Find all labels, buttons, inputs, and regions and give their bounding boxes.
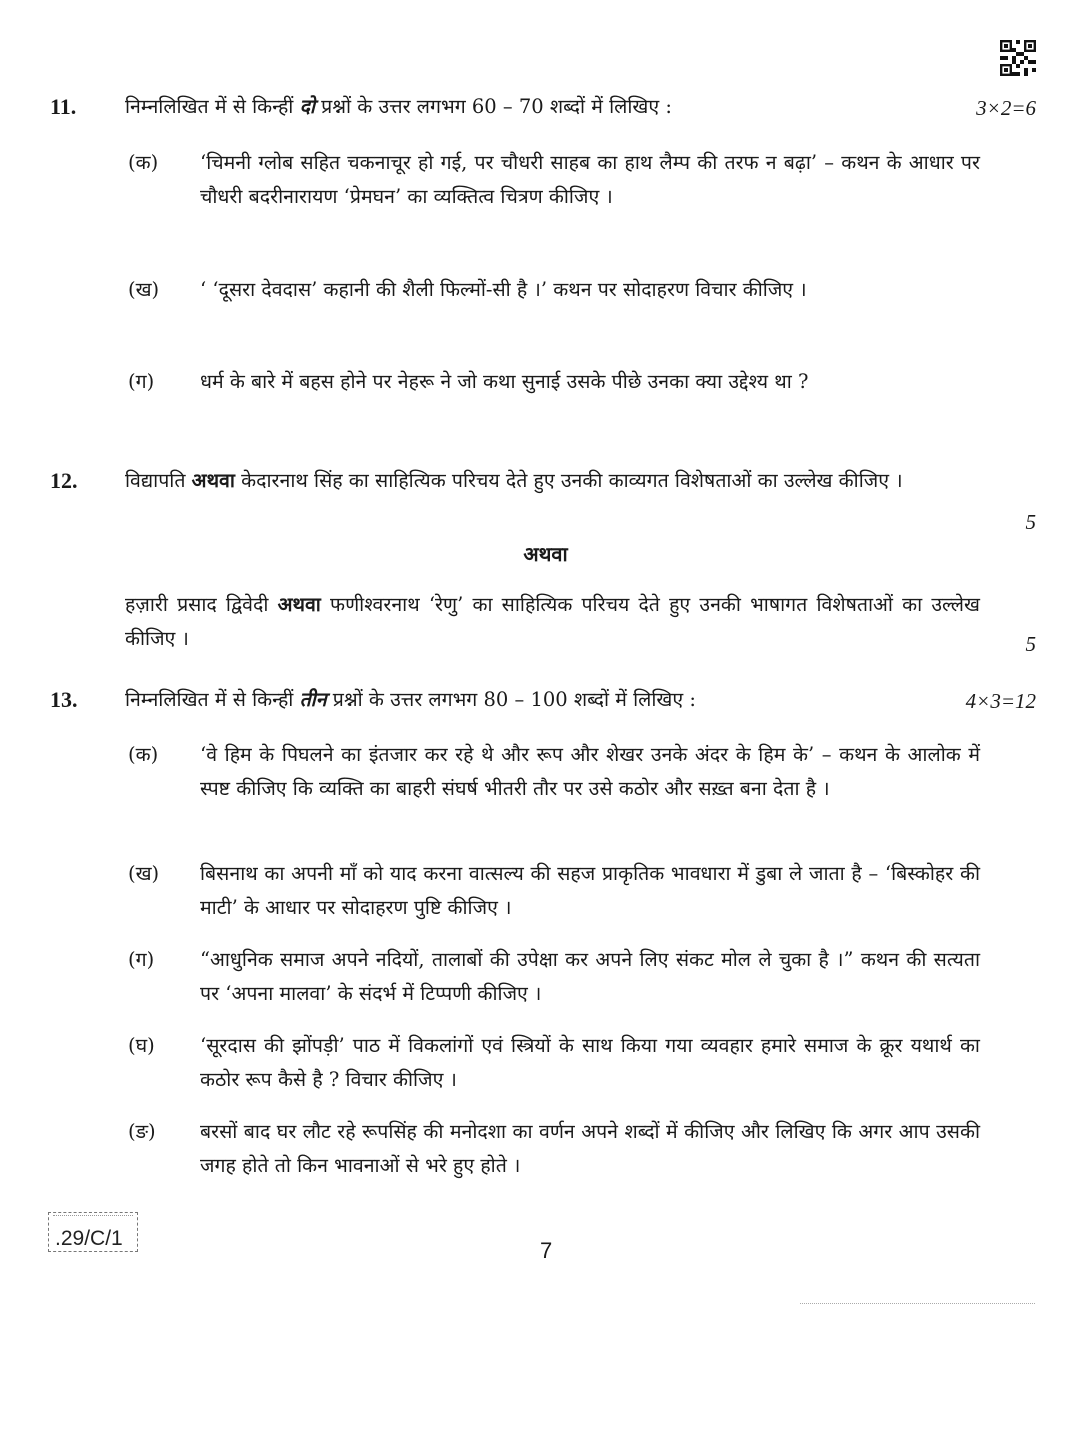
item-text: ‘सूरदास की झोंपड़ी’ पाठ में विकलांगों एवं स्त्रियों के साथ किया गया व्यवहार हमारे समाज के क्रूर यथार्थ का कठोर रूप कैसे है ? विचार कीजिए । bbox=[200, 1034, 980, 1091]
item-text: ‘वे हिम के पिघलने का इंतजार कर रहे थे और रूप और शेखर उनके अंदर के हिम के’ – कथन के आलोक में स्पष्ट कीजिए कि व्यक्ति का बाहरी संघर्ष भीतरी तौर पर उसे कठोर और सख़्त बना देता है । bbox=[200, 743, 980, 800]
question-number: 11. bbox=[50, 94, 77, 119]
question-marks: 3×2=6 bbox=[976, 96, 1036, 120]
question-instruction: निम्नलिखित में से किन्हीं तीन प्रश्नों के उत्तर लगभग 80 – 100 शब्दों में लिखिए : bbox=[125, 688, 696, 711]
item-label: (ख) bbox=[128, 862, 160, 885]
item-label: (ख) bbox=[128, 278, 160, 301]
microtext-line bbox=[53, 1215, 133, 1220]
item-text: बरसों बाद घर लौट रहे रूपसिंह की मनोदशा का वर्णन अपने शब्दों में कीजिए और लिखिए कि अगर आप उसकी जगह होते तो किन भावनाओं से भरे हुए होते । bbox=[200, 1120, 980, 1177]
question-marks: 4×3=12 bbox=[965, 689, 1036, 713]
question-number: 12. bbox=[50, 468, 78, 493]
item-label: (ग) bbox=[128, 370, 155, 393]
item-label: (क) bbox=[128, 151, 159, 174]
qr-code-icon bbox=[1000, 40, 1036, 76]
item-text: ‘चिमनी ग्लोब सहित चकनाचूर हो गई, पर चौधरी साहब का हाथ लैम्प की तरफ न बढ़ा’ – कथन के आधार पर चौधरी बदरीनारायण ‘प्रेमघन’ का व्यक्तित्व चित्रण कीजिए । bbox=[200, 151, 980, 208]
item-label: (घ) bbox=[128, 1034, 155, 1057]
item-text: “आधुनिक समाज अपने नदियों, तालाबों की उपेक्षा कर अपने लिए संकट मोल ले चुका है ।” कथन की सत्यता पर ‘अपना मालवा’ के संदर्भ में टिप्पणी कीजिए । bbox=[200, 948, 980, 1005]
or-separator: अथवा bbox=[523, 542, 568, 566]
question-text: विद्यापति अथवा केदारनाथ सिंह का साहित्यिक परिचय देते हुए उनकी काव्यगत विशेषताओं का उल्लेख कीजिए । bbox=[125, 469, 903, 492]
item-text: बिसनाथ का अपनी माँ को याद करना वात्सल्य की सहज प्राकृतिक भावधारा में डुबा ले जाता है – ‘बिस्कोहर की माटी’ के आधार पर सोदाहरण पुष्टि कीजिए । bbox=[200, 862, 980, 919]
footer-microtext-line bbox=[800, 1303, 1035, 1307]
question-text: हज़ारी प्रसाद द्विवेदी अथवा फणीश्वरनाथ ‘रेणु’ का साहित्यिक परिचय देते हुए उनकी भाषागत विशेषताओं का उल्लेख कीजिए । bbox=[125, 593, 980, 650]
question-number: 13. bbox=[50, 687, 78, 712]
question-marks: 5 bbox=[1025, 510, 1036, 534]
paper-code-box bbox=[48, 1212, 138, 1252]
item-label: (ग) bbox=[128, 948, 155, 971]
question-marks: 5 bbox=[1025, 632, 1036, 656]
item-text: ‘ ‘दूसरा देवदास’ कहानी की शैली फिल्मों-सी है ।’ कथन पर सोदाहरण विचार कीजिए । bbox=[200, 278, 807, 301]
item-label: (ङ) bbox=[128, 1120, 156, 1143]
question-instruction: निम्नलिखित में से किन्हीं दो प्रश्नों के उत्तर लगभग 60 – 70 शब्दों में लिखिए : bbox=[125, 95, 672, 118]
page-number: 7 bbox=[540, 1238, 553, 1263]
item-label: (क) bbox=[128, 743, 159, 766]
paper-code: .29/C/1 bbox=[55, 1227, 123, 1250]
item-text: धर्म के बारे में बहस होने पर नेहरू ने जो कथा सुनाई उसके पीछे उनका क्या उद्देश्य था ? bbox=[200, 370, 809, 393]
